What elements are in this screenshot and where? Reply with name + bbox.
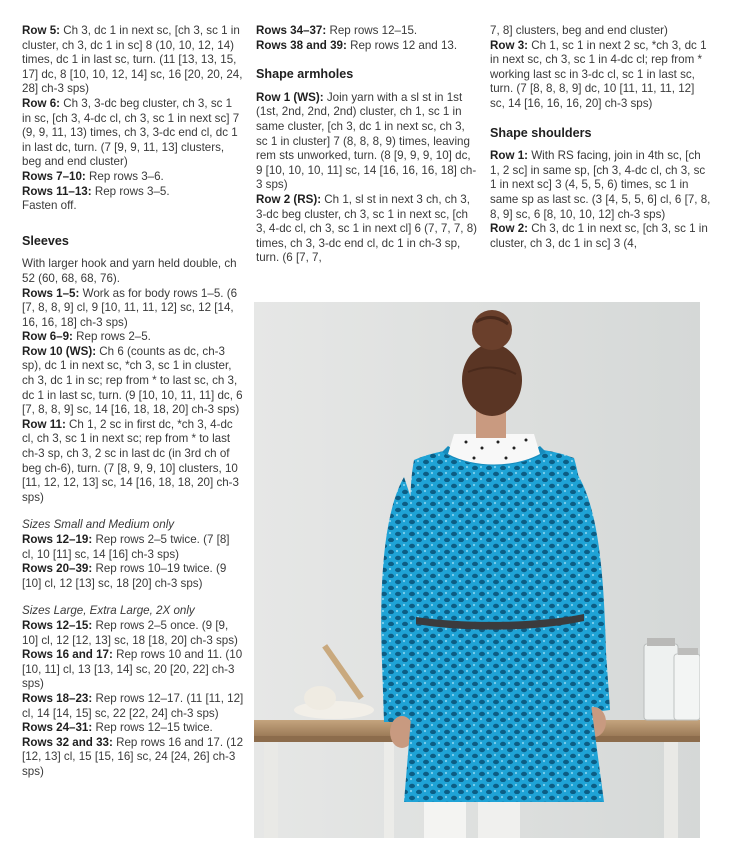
sleeve-rows-6-9: Row 6–9: Rep rows 2–5. bbox=[22, 330, 151, 344]
armhole-row-3: Row 3: Ch 1, sc 1 in next 2 sc, *ch 3, dc 1 in next sc, ch 3, sc 1 in 4-dc cl; rep from * working last sc in 3-dc cl, sc 1 in last sc, turn. (7 [8, 8, 8, 9] dc, 10 [11, 11, 11, 12] sc, 14 [16, 16, 16, 20] ch-3 sps) bbox=[490, 38, 707, 110]
sleeves-heading: Sleeves bbox=[22, 233, 69, 248]
pattern-column-1 bbox=[22, 24, 244, 780]
sleeve-row-10: Row 10 (WS): Ch 6 (counts as dc, ch-3 sp), dc 1 in next sc, *ch 3, sc 1 in cluster, ch 3, dc 1 in sc; rep from * to last sc, ch 3, dc 1 in last sc, turn. (9 [10, 10, 11, 11] dc, 6 [7, 8, 8, 9] sc, 14 [16, 18, 18, 20] ch-3 sps) bbox=[22, 344, 243, 417]
shape-armholes-heading: Shape armholes bbox=[256, 67, 354, 82]
glass-jars bbox=[644, 638, 700, 720]
lg-rows-32-33: Rows 32 and 33: Rep rows 16 and 17. (12 [12, 13] cl, 15 [15, 16] sc, 24 [24, 26] ch-3 sps) bbox=[22, 735, 244, 778]
armhole-row-1: Row 1 (WS): Join yarn with a sl st in 1st (1st, 2nd, 2nd, 2nd) cluster, ch 1, sc 1 in same cluster, [ch 3, dc 1 in next sc, ch 3, sc 1 in cluster] 7 (8, 8, 8, 9) times, leaving rem sts unworked, turn. (8 [9, 9, 9, 10] dc, 9 [10, 10, 10, 11] sc, 14 [16, 16, 16, 18] ch-3 sps) bbox=[256, 90, 477, 192]
shape-shoulders-heading: Shape shoulders bbox=[490, 125, 592, 140]
sm-rows-20-39: Rows 20–39: Rep rows 10–19 twice. (9 [10] cl, 12 [13] sc, 18 [20] ch-3 sps) bbox=[22, 562, 227, 590]
lg-rows-12-15: Rows 12–15: Rep rows 2–5 once. (9 [9, 10] cl, 12 [12, 13] sc, 18 [18, 20] ch-3 sps) bbox=[22, 618, 238, 647]
lg-rows-18-23: Rows 18–23: Rep rows 12–17. (11 [11, 12] cl, 14 [14, 15] sc, 22 [22, 24] ch-3 sps) bbox=[22, 691, 244, 720]
armhole-row-2-continued: 7, 8] clusters, beg and end cluster) bbox=[490, 24, 668, 37]
sleeve-rows-1-5: Rows 1–5: Work as for body rows 1–5. (6 [7, 8, 8, 9] cl, 9 [10, 11, 11, 12] sc, 12 [14, 16, 16, 18] ch-3 sps) bbox=[22, 286, 238, 329]
body-row-6: Row 6: Ch 3, 3-dc beg cluster, ch 3, sc 1 in sc, [ch 3, 4-dc cl, ch 3, sc 1 in next sc] 7 (9, 9, 11, 13) times, ch 3, 3-dc end cl, dc 1 in last dc, turn. (7 [9, 9, 11, 13] clusters, beg and end cluster) bbox=[22, 96, 240, 169]
body-rows-38-39: Rows 38 and 39: Rep rows 12 and 13. bbox=[256, 38, 458, 52]
body-rows-11-13: Rows 11–13: Rep rows 3–5. bbox=[22, 184, 170, 198]
lg-rows-24-31: Rows 24–31: Rep rows 12–15 twice. bbox=[22, 721, 213, 735]
pattern-column-2 bbox=[256, 24, 478, 266]
lg-rows-16-17: Rows 16 and 17: Rep rows 10 and 11. (10 [10, 11] cl, 13 [13, 14] sc, 20 [20, 22] ch-3 sps) bbox=[22, 648, 243, 691]
body-row-5: Row 5: Ch 3, dc 1 in next sc, [ch 3, sc 1 in cluster, ch 3, dc 1 in sc] 8 (10, 10, 12, 14) times, dc 1 in last sc, turn. (11 [13, 13, 15, 17] dc, 8 [10, 10, 12, 14] sc, 16 [20, 20, 24, 28] ch-3 sps) bbox=[22, 24, 243, 96]
sleeve-row-11: Row 11: Ch 1, 2 sc in first dc, *ch 3, 4-dc cl, ch 3, sc 1 in next sc; rep from * to last ch-3 sp, ch 3, 2 sc in last dc (in 3rd ch of beg ch-6), turn. (7 [8, 9, 9, 10] clusters, 10 [11, 12, 12, 13] sc, 14 [16, 18, 18, 20] ch-3 sps) bbox=[22, 417, 239, 504]
fasten-off-note: Fasten off. bbox=[22, 199, 77, 213]
sizes-small-medium-heading: Sizes Small and Medium only bbox=[22, 518, 175, 532]
model-photo bbox=[254, 302, 700, 838]
shoulder-row-1: Row 1: With RS facing, join in 4th sc, [ch 1, 2 sc] in same sp, [ch 3, 4-dc cl, ch 3, sc 1 in next sc] 3 (4, 5, 5, 6) times, sc 1 in same sp as last sc. (3 [4, 5, 5, 6] cl, 6 [7, 8, 8, 9] sc, 6 [8, 10, 10, 12] ch-3 sps) bbox=[490, 149, 711, 221]
sleeves-intro: With larger hook and yarn held double, ch 52 (60, 68, 68, 76). bbox=[22, 257, 237, 285]
armhole-row-2: Row 2 (RS): Ch 1, sl st in next 3 ch, ch 3, 3-dc beg cluster, ch 3, sc 1 in next sc, [ch 3, 4-dc cl, ch 3, sc 1 in next cl] 6 (7, 7, 7, 8) times, ch 3, 3-dc end cl, dc 1 in ch-3 sp, turn. (6 [7, 7, bbox=[256, 192, 478, 265]
sm-rows-12-19: Rows 12–19: Rep rows 2–5 twice. (7 [8] cl, 10 [11] sc, 14 [16] ch-3 sps) bbox=[22, 533, 230, 561]
sizes-large-heading: Sizes Large, Extra Large, 2X only bbox=[22, 604, 195, 618]
shoulder-row-2: Row 2: Ch 3, dc 1 in next sc, [ch 3, sc 1 in cluster, ch 3, dc 1 in sc] 3 (4, bbox=[490, 222, 708, 250]
body-rows-34-37: Rows 34–37: Rep rows 12–15. bbox=[256, 24, 418, 37]
pattern-column-3 bbox=[490, 24, 712, 251]
body-rows-7-10: Rows 7–10: Rep rows 3–6. bbox=[22, 169, 164, 183]
